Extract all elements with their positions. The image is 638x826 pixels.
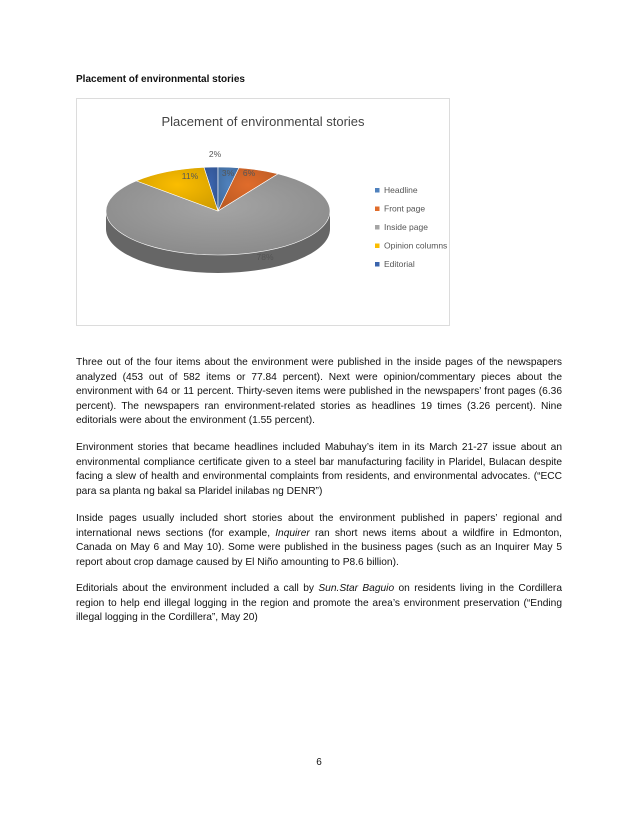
pie-chart <box>76 98 450 326</box>
legend-label-headline: Headline <box>384 185 418 195</box>
legend-label-front-page: Front page <box>384 203 426 214</box>
legend-swatch <box>375 207 380 212</box>
legend-label-editorial: Editorial <box>384 259 415 269</box>
pie-chart-svg <box>77 99 451 327</box>
data-label-editorial: 2% <box>208 149 222 159</box>
text-segment: Three out of the four items about the environment were published in the inside pages of the newspapers analyzed (453 out of 582 items or 77.84 percent). Next were opinion/commentary pieces about the environment with 64 or 11 percent. Thirty-seven items were published in the newspapers’ front pages (6.36 percent). The newspapers ran environment-related stories as headlines 19 times (3.26 percent). Nine editorials were about the environment (1.55 percent). <box>76 357 562 427</box>
paragraph-3 <box>76 512 562 570</box>
data-label-front-page: 6% <box>242 168 256 178</box>
text-segment: Environment stories that became headlines included Mabuhay’s item in its March 21-27 issue about an environmental compliance certificate given to a steel bar manufacturing facility in Plaridel, Bulacan despite facing a slew of health and environmental complaints from residents, and environmental advocates. (“ECC para sa planta ng bakal sa Plaridel inilabas ng DENR”) <box>76 442 562 497</box>
legend-label-opinion-columns: Opinion columns <box>384 240 448 251</box>
data-label-inside-page: 78% <box>256 252 274 262</box>
legend-swatch <box>375 244 380 249</box>
text-segment: Inside pages usually included short stories about the environment published in papers’ regional and international news sections (for example, <box>76 513 562 539</box>
paragraph-1 <box>76 356 562 429</box>
paragraph-2 <box>76 441 562 499</box>
chart-title: Placement of environmental stories <box>161 114 365 129</box>
legend-swatch <box>375 225 380 230</box>
page-number: 6 <box>316 757 322 768</box>
legend-label-inside-page: Inside page <box>384 222 428 232</box>
italic-text: Inquirer <box>275 527 310 539</box>
text-segment: ran short news items about a wildfire in Edmonton, Canada on May 6 and May 10). Some were published in the business pages (such as an Inquirer May 5 report about crop damage caused by El Niño amounting to P8.6 billion). <box>76 527 562 568</box>
italic-text: Sun.Star Baguio <box>318 583 395 594</box>
legend-swatch <box>375 188 380 193</box>
paragraph-4 <box>76 582 562 626</box>
text-segment: on residents living in the Cordillera region to help end illegal logging in the region and promote the area’s environment preservation (“Ending illegal logging in the Cordillera”, May 20) <box>76 583 562 624</box>
legend-swatch <box>375 262 380 267</box>
section-heading: Placement of environmental stories <box>76 74 245 85</box>
data-label-opinion-columns: 11% <box>181 171 199 181</box>
data-label-headline: 3% <box>221 168 235 178</box>
text-segment: Editorials about the environment included a call by <box>76 583 319 594</box>
